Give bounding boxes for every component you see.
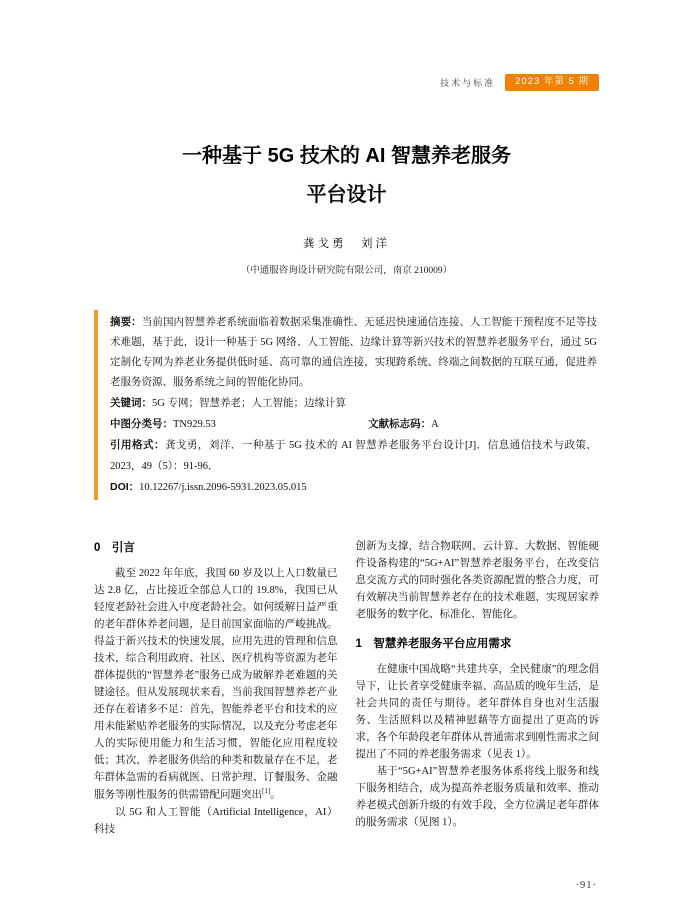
clc-item: [110, 414, 368, 435]
right-paragraph-2: 在健康中国战略“共建共享，全民健康”的理念倡导下，让长者享受健康幸福、高品质的晚年生活，是社会共同的责任与期待。老年群体自身也对生活服务、生活照料以及精神慰藉等方面提出了更高的诉求，各个年龄段老年群体从普通需求到刚性需求之间提出了不同的养老服务需求（见表 1）。: [355, 664, 599, 760]
body-columns: [94, 538, 599, 838]
affiliation: （中通服咨询设计研究院有限公司，南京 210009）: [240, 265, 453, 276]
authors: 龚戈勇 刘洋: [303, 237, 390, 250]
section-heading-0: 0 引言: [94, 541, 135, 554]
doi-label: DOI：: [110, 480, 140, 493]
citation-label: 引用格式：: [110, 439, 165, 452]
right-column: [356, 538, 600, 838]
keywords-label: 关键词：: [110, 397, 152, 410]
doc-code-item: [368, 414, 439, 435]
issue-badge: 2023 年第 5 期: [505, 74, 599, 91]
page-number: ·91·: [575, 880, 597, 891]
section-heading-1: 1 智慧养老服务平台应用需求: [355, 637, 512, 650]
doc-code-value: A: [431, 419, 439, 431]
paper-title: [94, 137, 599, 215]
paper-title-line1: 一种基于 5G 技术的 AI 智慧养老服务: [182, 144, 511, 167]
abstract-box: [94, 310, 599, 500]
abstract-label: 摘要：: [110, 315, 142, 328]
citation-line: [110, 435, 597, 476]
keywords-text: 5G 专网；智慧养老；人工智能；边缘计算: [152, 398, 346, 410]
doc-code-label: 文献标志码：: [368, 418, 432, 431]
journal-header: [94, 74, 599, 91]
abstract-paragraph: [110, 312, 597, 394]
left-column: [94, 538, 338, 838]
right-paragraph-3: 基于“5G+AI”智慧养老服务体系将线上服务和线下服务相结合，成为提高养老服务质量和效率、推动养老模式创新升级的有效手段，全方位满足老年群体的服务需求（见图 1）。: [355, 766, 599, 828]
abstract-text: 当前国内智慧养老系统面临着数据采集准确性、无延迟快速通信连接、人工智能干预程度不足等技术难题，基于此，设计一种基于 5G 网络、人工智能、边缘计算等新兴技术的智慧养老服务平台，通过 5G 定制化专网为养老业务提供低时延、高可靠的通信连接，实现跨系统、终端之间数据的互联互通，促进养老服务资源、服务系统之间的智能化协同。: [110, 316, 598, 388]
left-paragraph-2: 以 5G 和人工智能（Artificial Intelligence，AI）科技: [94, 806, 338, 835]
right-paragraph-1: 创新为支撑，结合物联网、云计算、大数据、智能硬件设备构建的“5G+AI”智慧养老服务平台，在改变信息交流方式的同时强化各类资源配置的整合力度，可有效解决当前智慧养老存在的技术难题，实现居家养老服务的数字化、标准化、智能化。: [355, 540, 599, 620]
citation-text: 龚戈勇，刘洋．一种基于 5G 技术的 AI 智慧养老服务平台设计[J]．信息通信技术与政策，2023，49（5）：91-96．: [110, 440, 597, 472]
clc-label: 中图分类号：: [110, 418, 173, 431]
reference-mark-1: [1]: [262, 787, 271, 795]
doi-line: [110, 477, 597, 498]
classification-line: [110, 414, 597, 435]
doi-value: 10.12267/j.issn.2096-5931.2023.05.015: [139, 481, 307, 493]
journal-section-label: 技术与标准: [440, 77, 496, 88]
page-content: [94, 0, 599, 838]
paper-title-line2: 平台设计: [306, 183, 387, 206]
clc-value: TN929.53: [173, 419, 216, 431]
left-paragraph-1: [94, 565, 338, 804]
left-paragraph-1-text: 截至 2022 年年底，我国 60 岁及以上人口数量已达 2.8 亿，占比接近全部总人口的 19.8%，我国已从轻度老龄社会进入中度老龄社会。如何缓解日益严重的老年群体养老问题，是目前国家面临的严峻挑战。得益于新兴技术的快速发展，应用先进的管理和信息技术，综合利用政府、社区、医疗机构等资源为老年群体提供的“智慧养老”服务已成为破解养老难题的关键途径。但从发展现状来看，当前我国智慧养老产业还存在着诸多不足：首先，智能养老平台和技术的应用未能紧贴养老服务的实际情况，以及充分考虑老年人的实际使用能力和生活习惯，智能化应用程度较低；其次，养老服务供给的种类和数量存在不足，老年群体急需的看病就医、日常护理、订餐服务、金融服务等刚性服务的供需错配问题突出: [94, 568, 338, 801]
left-paragraph-1-tail: 。: [270, 789, 281, 801]
keywords-line: [110, 393, 597, 414]
